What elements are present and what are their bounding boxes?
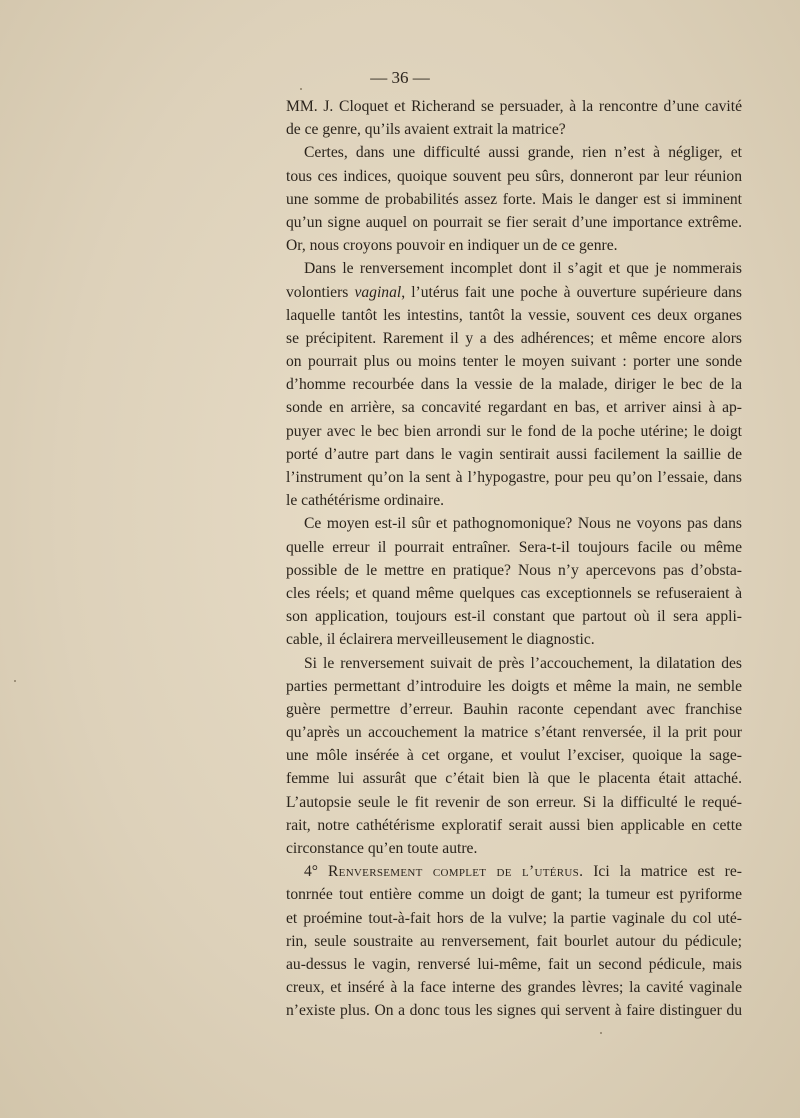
text-line-content: Certes, dans une difficulté aussi grande, rien n’est à négliger, et: [304, 144, 742, 162]
text-line: [286, 744, 742, 767]
text-line: [286, 396, 742, 419]
text-line-content: puyer avec le bec bien arrondi sur le fond de la poche utérine; le doigt: [286, 422, 742, 440]
text-line-content: 4°: [304, 863, 328, 881]
text-line: [286, 582, 742, 605]
text-line: [286, 721, 742, 744]
text-line-content: on pourrait plus ou moins tenter le moyen suivant : porter une sonde: [286, 353, 742, 371]
text-line-content: n’existe plus. On a donc tous les signes qui servent à faire distinguer du: [286, 1002, 742, 1020]
text-line: [286, 698, 742, 721]
text-line: [286, 512, 742, 535]
text-line: [286, 652, 742, 675]
paper-speck: [14, 680, 16, 682]
text-line: [286, 118, 742, 141]
text-line: [286, 814, 742, 837]
paper-speck: [600, 1032, 602, 1034]
text-line-content: cles réels; et quand même quelques cas exceptionnels se refuseraient à: [286, 584, 742, 602]
text-line: [286, 907, 742, 930]
text-line-content: se précipitent. Rarement il y a des adhérences; et même encore alors: [286, 329, 742, 347]
text-line: [286, 350, 742, 373]
text-line: [286, 443, 742, 466]
text-line: [286, 953, 742, 976]
text-line: [286, 327, 742, 350]
text-line-continuation: , l’utérus fait une poche à ouverture supérieure dans: [401, 283, 742, 301]
text-line-content: possible de le mettre en pratique? Nous n’y apercevons pas d’obsta-: [286, 561, 742, 579]
text-line-content: Si le renversement suivait de près l’accouchement, la dilatation des: [304, 654, 742, 672]
text-line-content: rait, notre cathétérisme exploratif serait aussi bien applicable en cette: [286, 816, 742, 834]
text-line-content: une môle insérée à cet organe, et voulut l’exciser, quoique la sage-: [286, 747, 742, 765]
text-line: [286, 234, 742, 257]
text-line: [286, 489, 742, 512]
text-line-content: son application, toujours est-il constant que partout où il sera appli-: [286, 608, 742, 626]
text-line: [286, 860, 742, 883]
text-line: [286, 883, 742, 906]
text-line-content: femme lui assurât que c’était bien là que le placenta était attaché.: [286, 770, 742, 788]
text-line: [286, 211, 742, 234]
text-line-content: volontiers: [286, 283, 349, 301]
page-number: — 36 —: [370, 68, 430, 87]
text-line: [286, 767, 742, 790]
text-line: [286, 559, 742, 582]
text-line: [286, 999, 742, 1022]
text-line-content: L’autopsie seule le fit revenir de son erreur. Si la difficulté le requé-: [286, 793, 742, 811]
text-line-content: l’instrument qu’on la sent à l’hypogastre, pour peu qu’on l’essaie, dans: [286, 469, 742, 486]
text-line: [286, 791, 742, 814]
text-line-content: au-dessus le vagin, renversé lui-même, fait un second pédicule, mais: [286, 955, 742, 973]
body-text: [286, 95, 742, 1023]
text-line: [286, 165, 742, 188]
text-line: [286, 281, 742, 304]
text-line: [286, 675, 742, 698]
text-line-content: Or, nous croyons pouvoir en indiquer un de ce genre.: [286, 237, 618, 255]
text-line: [286, 466, 742, 489]
text-line: [286, 95, 742, 118]
text-line-content: rin, seule soustraite au renversement, fait bourlet autour du pédicule;: [286, 932, 742, 950]
text-line-content: Dans le renversement incomplet dont il s’agit et que je nommerais: [304, 260, 742, 278]
text-line-content: tous ces indices, quoique souvent peu sûrs, donneront par leur réunion: [286, 167, 742, 185]
text-line-content: Ce moyen est-il sûr et pathognomonique? Nous ne voyons pas dans: [304, 515, 742, 533]
text-line: [286, 605, 742, 628]
text-line-content: creux, et inséré à la face interne des grandes lèvres; la cavité vaginale: [286, 979, 742, 997]
text-line-content: guère permettre d’erreur. Bauhin raconte cependant avec franchise: [286, 700, 742, 718]
text-line-content: d’homme recourbée dans la vessie de la malade, diriger le bec de la: [286, 376, 742, 394]
text-line-content: laquelle tantôt les intestins, tantôt la vessie, souvent ces deux organes: [286, 306, 742, 324]
text-line-continuation: Ici la matrice est re-: [583, 863, 742, 881]
text-line: [286, 976, 742, 999]
text-line-content: porté d’autre part dans le vagin sentirait aussi facilement la saillie de: [286, 445, 742, 463]
section-heading: Renversement complet de l’utérus.: [327, 863, 584, 881]
text-line: [286, 930, 742, 953]
text-line: [286, 257, 742, 280]
text-line-content: MM. J. Cloquet et Richerand se persuader, à la rencontre d’une cavité: [286, 98, 742, 115]
text-line: [286, 373, 742, 396]
text-line: [286, 188, 742, 211]
text-line: [286, 628, 742, 651]
text-line-content: parties permettant d’introduire les doigts et même la main, ne semble: [286, 677, 742, 695]
text-line-content: qu’après un accouchement la matrice s’étant renversée, il la prit pour: [286, 724, 742, 742]
text-line-content: une somme de probabilités assez forte. Mais le danger est si imminent: [286, 190, 742, 208]
text-line-content: quelle erreur il pourrait entraîner. Sera-t-il toujours facile ou même: [286, 538, 742, 556]
text-line: [286, 304, 742, 327]
text-line: [286, 536, 742, 559]
paper-speck: [300, 88, 302, 90]
text-line-content: cable, il éclairera merveilleusement le diagnostic.: [286, 631, 595, 649]
italic-term: vaginal: [354, 283, 402, 301]
text-line-content: circonstance qu’en toute autre.: [286, 840, 478, 857]
text-line: [286, 420, 742, 443]
text-line: [286, 141, 742, 164]
text-line-content: le cathétérisme ordinaire.: [286, 492, 445, 510]
text-line-content: et proémine tout-à-fait hors de la vulve; la partie vaginale du col uté-: [286, 909, 742, 927]
text-line: [286, 837, 742, 860]
text-line-content: sonde en arrière, sa concavité regardant en bas, et arriver ainsi à ap-: [286, 399, 742, 417]
text-line-content: de ce genre, qu’ils avaient extrait la matrice?: [286, 121, 566, 139]
text-line-content: qu’un signe auquel on pourrait se fier serait d’une importance extrême.: [286, 213, 742, 231]
text-line-content: tonrnée tout entière comme un doigt de gant; la tumeur est pyriforme: [286, 886, 742, 904]
